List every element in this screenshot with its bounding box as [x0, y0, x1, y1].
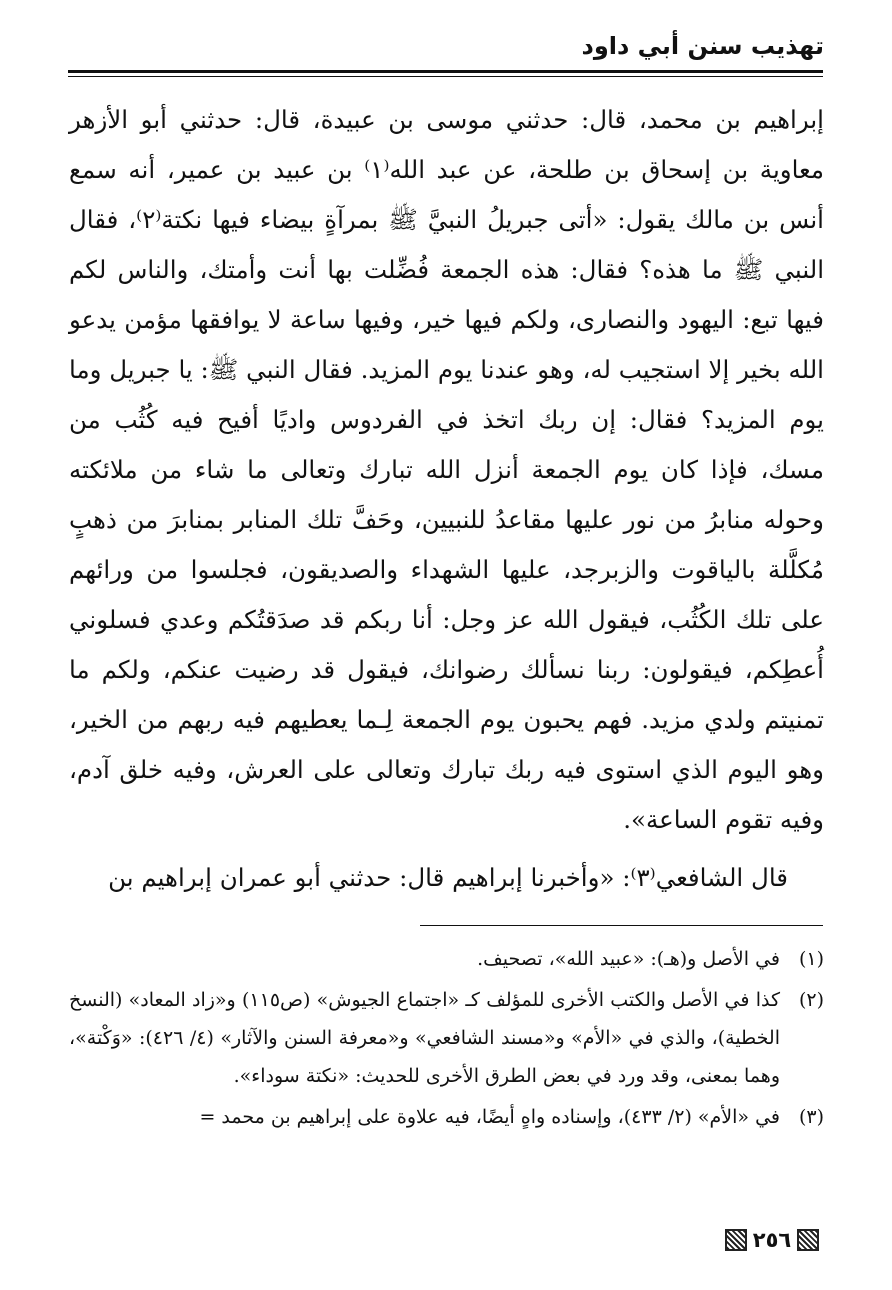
shafii-paragraph: قال الشافعي⁽٣⁾: «وأخبرنا إبراهيم قال: حدثني أبو عمران إبراهيم بن: [108, 863, 788, 892]
footnote-item: [69, 940, 824, 978]
footnote-text: كذا في الأصل والكتب الأخرى للمؤلف كـ «اجتماع الجيوش» (ص١١٥) و«زاد المعاد» (النسخ الخطية)، والذي في «الأم» و«مسند الشافعي» و«معرفة السنن والآثار» (٤/ ٤٢٦): «وَكْتة»، وهما بمعنى، وقد ورد في بعض الطرق الأخرى للحديث: «نكتة سوداء».: [69, 989, 780, 1087]
footnote-number: (٢): [798, 989, 824, 1011]
page-number: ٢٥٦: [752, 1228, 792, 1252]
footnote-item: [69, 981, 824, 1095]
ornament-right-icon: [797, 1229, 819, 1251]
footnote-text: في الأصل و(هـ): «عبيد الله»، تصحيف.: [477, 948, 780, 970]
hadith-paragraph: إبراهيم بن محمد، قال: حدثني موسى بن عبيدة، قال: حدثني أبو الأزهر معاوية بن إسحاق بن طلحة، عن عبد الله⁽١⁾ بن عبيد بن عمير، أنه سمع أنس بن مالك يقول: «أتى جبريلُ النبيَّ ﷺ بمرآةٍ بيضاء فيها نكتة⁽٢⁾، فقال النبي ﷺ ما هذه؟ فقال: هذه الجمعة فُضِّلت بها أنت وأمتك، والناس لكم فيها تبع: اليهود والنصارى، ولكم فيها خير، وفيها ساعة لا يوافقها مؤمن يدعو الله بخير إلا استجيب له، وهو عندنا يوم المزيد. فقال النبي ﷺ: يا جبريل وما يوم المزيد؟ فقال: إن ربك اتخذ في الفردوس واديًا أفيح فيه كُثُب من مسك، فإذا كان يوم الجمعة أنزل الله تبارك وتعالى ما شاء من ملائكته وحوله منابرُ من نور عليها مقاعدُ للنبيين، وحَفَّ تلك المنابر بمنابرَ من ذهبٍ مُكلَّلة بالياقوت والزبرجد، عليها الشهداء والصديقون، فجلسوا من ورائهم على تلك الكُثُب، فيقول الله عز وجل: أنا ربكم قد صدَقتُكم وعدي فسلوني أُعطِكم، فيقولون: ربنا نسألك رضوانك، فيقول قد رضيت عنكم، ولكم ما تمنيتم ولدي مزيد. فهم يحبون يوم الجمعة لِـما يعطيهم فيه ربهم من الخير، وهو اليوم الذي استوى فيه ربك تبارك وتعالى على العرش، وفيه خلق آدم، وفيه تقوم الساعة».: [69, 105, 824, 834]
main-text: [69, 95, 824, 903]
footnote-number: (٣): [798, 1106, 824, 1128]
footnote-item: [69, 1098, 824, 1136]
running-header-title: تهذيب سنن أبي داود: [581, 32, 824, 60]
ornament-left-icon: [725, 1229, 747, 1251]
footnote-separator: [420, 925, 823, 926]
page-number-block: [718, 1226, 826, 1254]
footnote-text: في «الأم» (٢/ ٤٣٣)، وإسناده واهٍ أيضًا، فيه علاوة على إبراهيم بن محمد =: [199, 1106, 780, 1128]
footnotes: [69, 940, 824, 1139]
footnote-number: (١): [798, 948, 824, 970]
header-rule-thick: [68, 70, 823, 73]
header-rule-thin: [68, 76, 823, 77]
